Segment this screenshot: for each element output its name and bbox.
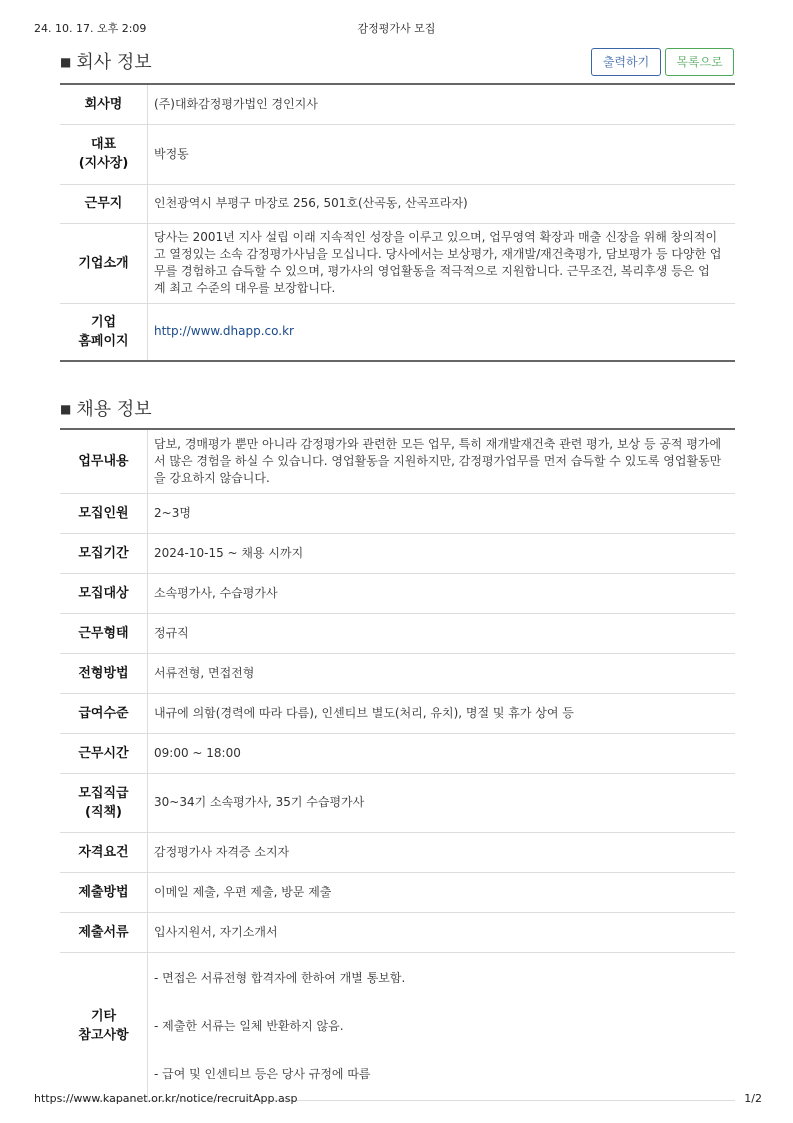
row-value	[148, 952, 736, 1100]
recruit-row-period	[60, 533, 735, 573]
row-label: 급여수준	[60, 693, 148, 733]
row-value: 감정평가사 자격증 소지자	[148, 832, 736, 872]
company-row-homepage	[60, 303, 735, 361]
row-value: 서류전형, 면접전형	[148, 653, 736, 693]
row-label: 모집인원	[60, 493, 148, 533]
recruit-row-submission-method	[60, 872, 735, 912]
recruit-row-target	[60, 573, 735, 613]
row-value: 담보, 경매평가 뿐만 아니라 감정평가와 관련한 모든 업무, 특히 재개발재건축 관련 평가, 보상 등 공적 평가에 서 많은 경험을 하실 수 있습니다. 영업활동을 지원하지만, 감정평가업무를 먼저 습득할 수 있도록 영업활동만 을 강요하지 않습니다.	[148, 429, 736, 493]
row-value: 내규에 의함(경력에 따라 다름), 인센티브 별도(처리, 유치), 명절 및 휴가 상여 등	[148, 693, 736, 733]
row-value: 2~3명	[148, 493, 736, 533]
note-line: - 제출한 서류는 일체 반환하지 않음.	[154, 1018, 344, 1033]
row-label: 근무지	[60, 184, 148, 223]
recruit-row-selection	[60, 653, 735, 693]
homepage-link[interactable]: http://www.dhapp.co.kr	[154, 324, 294, 339]
row-value: 09:00 ~ 18:00	[148, 733, 736, 773]
recruit-row-headcount	[60, 493, 735, 533]
row-label: 제출방법	[60, 872, 148, 912]
row-value: 정규직	[148, 613, 736, 653]
row-label: 전형방법	[60, 653, 148, 693]
company-row-name	[60, 84, 735, 124]
page-url: https://www.kapanet.or.kr/notice/recruitApp.asp	[34, 1092, 298, 1105]
note-line: - 급여 및 인센티브 등은 당사 규정에 따름	[154, 1066, 371, 1081]
row-label: 근무시간	[60, 733, 148, 773]
row-label: 회사명	[60, 84, 148, 124]
row-label: 근무형태	[60, 613, 148, 653]
row-label: 대표 (지사장)	[60, 124, 148, 184]
row-label: 자격요건	[60, 832, 148, 872]
recruit-info-table	[60, 428, 735, 1101]
company-row-ceo	[60, 124, 735, 184]
back-to-list-button[interactable]: 목록으로	[665, 48, 734, 76]
company-row-intro	[60, 223, 735, 303]
recruit-section-heading: ■ 채용 정보	[60, 399, 152, 420]
recruit-row-duties	[60, 429, 735, 493]
recruit-row-position	[60, 773, 735, 832]
row-value: 입사지원서, 자기소개서	[148, 912, 736, 952]
print-date: 24. 10. 17. 오후 2:09	[34, 22, 147, 35]
row-value: 박정동	[148, 124, 736, 184]
row-label: 모집대상	[60, 573, 148, 613]
square-bullet-icon: ■	[60, 402, 72, 416]
note-line: - 면접은 서류전형 합격자에 한하여 개별 통보함.	[154, 970, 406, 985]
row-value: 인천광역시 부평구 마장로 256, 501호(산곡동, 산곡프라자)	[148, 184, 736, 223]
recruit-row-hours	[60, 733, 735, 773]
recruit-row-qualification	[60, 832, 735, 872]
print-page-title: 감정평가사 모집	[357, 22, 436, 35]
row-label: 기업 홈페이지	[60, 303, 148, 361]
row-label: 업무내용	[60, 429, 148, 493]
row-label: 모집기간	[60, 533, 148, 573]
row-label: 제출서류	[60, 912, 148, 952]
row-label: 기타 참고사항	[60, 952, 148, 1100]
page-number: 1/2	[744, 1092, 762, 1105]
row-label: 기업소개	[60, 223, 148, 303]
row-value: 30~34기 소속평가사, 35기 수습평가사	[148, 773, 736, 832]
recruit-row-documents	[60, 912, 735, 952]
row-value: 2024-10-15 ~ 채용 시까지	[148, 533, 736, 573]
company-info-table	[60, 83, 735, 362]
recruit-row-employment-type	[60, 613, 735, 653]
company-row-location	[60, 184, 735, 223]
company-section-heading: ■ 회사 정보	[60, 52, 152, 73]
print-button[interactable]: 출력하기	[591, 48, 661, 76]
row-value	[148, 303, 736, 361]
row-value: 이메일 제출, 우편 제출, 방문 제출	[148, 872, 736, 912]
recruit-row-salary	[60, 693, 735, 733]
row-value: 당사는 2001년 지사 설립 이래 지속적인 성장을 이루고 있으며, 업무영역 확장과 매출 신장을 위해 창의적이 고 열정있는 소속 감정평가사님을 모십니다. 당사에서는 보상평가, 재개발/재건축평가, 담보평가 등 다양한 업 무를 경험하고 습득할 수 있으며, 평가사의 영업활동을 적극적으로 지원합니다. 근무조건, 복리후생 등은 업 계 최고 수준의 대우를 보장합니다.	[148, 223, 736, 303]
print-header	[0, 20, 793, 36]
square-bullet-icon: ■	[60, 55, 72, 69]
row-label: 모집직급 (직책)	[60, 773, 148, 832]
row-value: (주)대화감정평가법인 경인지사	[148, 84, 736, 124]
row-value: 소속평가사, 수습평가사	[148, 573, 736, 613]
recruit-row-notes	[60, 952, 735, 1100]
